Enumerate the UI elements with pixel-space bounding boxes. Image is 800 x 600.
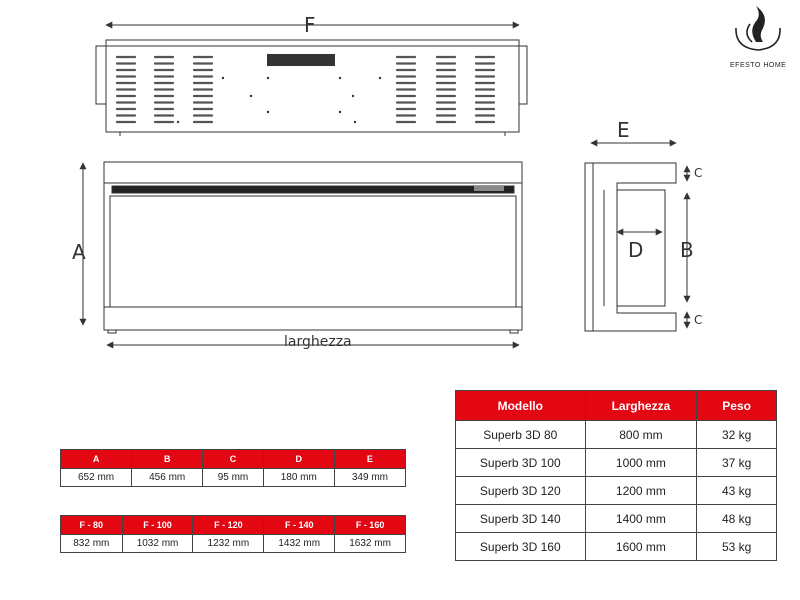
label-width: larghezza xyxy=(284,334,352,350)
table-header-cell: B xyxy=(132,450,203,469)
label-c-top: C xyxy=(694,166,703,180)
table-cell: Superb 3D 120 xyxy=(456,477,586,505)
table-row xyxy=(456,477,777,505)
table-header-cell: E xyxy=(334,450,405,469)
table-cell: 53 kg xyxy=(697,533,777,561)
table-row xyxy=(61,535,406,553)
label-d: D xyxy=(628,238,644,262)
table-cell: 456 mm xyxy=(132,469,203,487)
table-header-cell: F - 120 xyxy=(193,516,264,535)
table-cell: 652 mm xyxy=(61,469,132,487)
table-cell: 1632 mm xyxy=(335,535,406,553)
label-c-bottom: C xyxy=(694,313,703,327)
table-cell: 1400 mm xyxy=(585,505,697,533)
table-header-cell: Modello xyxy=(456,391,586,421)
table-header-cell: A xyxy=(61,450,132,469)
label-f: F xyxy=(304,13,316,37)
table-cell: 37 kg xyxy=(697,449,777,477)
label-a: A xyxy=(72,240,86,264)
table-header-cell: F - 140 xyxy=(264,516,335,535)
flame-logo-icon xyxy=(736,6,780,50)
table-cell: 800 mm xyxy=(585,421,697,449)
brand-name: EFESTO HOME xyxy=(730,62,787,69)
top-view xyxy=(96,25,527,136)
front-view xyxy=(83,162,522,345)
table-cell: 1432 mm xyxy=(264,535,335,553)
table-row xyxy=(61,469,406,487)
table-header-row xyxy=(61,516,406,535)
table-cell: Superb 3D 160 xyxy=(456,533,586,561)
table-cell: Superb 3D 140 xyxy=(456,505,586,533)
table-cell: 832 mm xyxy=(61,535,123,553)
table-header-cell: F - 80 xyxy=(61,516,123,535)
table-cell: 180 mm xyxy=(263,469,334,487)
table-header-cell: Peso xyxy=(697,391,777,421)
table-header-cell: C xyxy=(203,450,263,469)
table-cell: 1232 mm xyxy=(193,535,264,553)
table-cell: Superb 3D 80 xyxy=(456,421,586,449)
table-header-row xyxy=(61,450,406,469)
table-header-cell: D xyxy=(263,450,334,469)
table-header-row xyxy=(456,391,777,421)
table-cell: 43 kg xyxy=(697,477,777,505)
table-cell: 1200 mm xyxy=(585,477,697,505)
table-header-cell: F - 160 xyxy=(335,516,406,535)
table-cell: 48 kg xyxy=(697,505,777,533)
side-view xyxy=(585,143,687,331)
table-cell: 1600 mm xyxy=(585,533,697,561)
table-cell: 32 kg xyxy=(697,421,777,449)
label-b: B xyxy=(680,238,694,262)
models-table xyxy=(455,390,777,561)
table-row xyxy=(456,533,777,561)
dimensions-table xyxy=(60,449,406,487)
vent-slots xyxy=(117,57,494,122)
table-cell: Superb 3D 100 xyxy=(456,449,586,477)
table-row xyxy=(456,421,777,449)
table-header-cell: Larghezza xyxy=(585,391,697,421)
table-cell: 1000 mm xyxy=(585,449,697,477)
table-header-cell: F - 100 xyxy=(122,516,193,535)
vent-grille xyxy=(267,54,335,66)
table-cell: 95 mm xyxy=(203,469,263,487)
table-row xyxy=(456,449,777,477)
table-cell: 1032 mm xyxy=(122,535,193,553)
table-row xyxy=(456,505,777,533)
label-e: E xyxy=(617,118,630,142)
f-widths-table xyxy=(60,515,406,553)
table-cell: 349 mm xyxy=(334,469,405,487)
